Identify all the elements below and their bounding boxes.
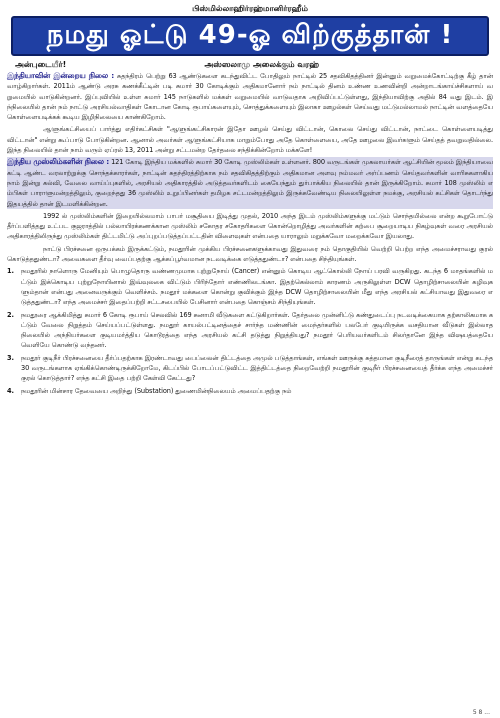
india-condition-heading: இந்தியாவின் இன்றைய நிலை : [7, 71, 115, 80]
muslim-condition-text: 121 கோடி இந்திய மக்களில் சுமார் 30 கோடி முஸ்லிம்கள் உள்ளனர். 800 வருடங்கள் முகலாயர்கள் ஆட்சியின் மூலம் இந்தியாவை கட்டி ஆண்ட வரலாற்றுக்கு சொந்தக்காரர்கள், நாட்டின் சுதந்திரத்திற்காக நம் சதவிகிதத்திற்கும் அதிகமான அளவு நம்மவர் அர்ப்பணம் செய்தவர்களின் வாரிசுகளாகிய நாம் இன்று கல்வி, வேலை வாய்ப்புகளில், அரசியல் அதிகாரத்தில் அடுத்தவர்களிடம் கையேந்தும் துர்பாக்கிய நிலையில் தான் இருக்கிறோம். சுமார் 108 முஸ்லிம் எம்பிகள் பாராளுமன்றத்திலும், குறைந்தது 36 முஸ்லிம் உறுப்பினர்கள் தமிழக சட்டமன்றத்திலும் இருக்கவேண்டிய நிலையிலுள்ள நமக்கு, அரசியல் கட்சிகள் தொடர்ந்து இதயத்தில் தான் இடமளிக்கின்றன. [7, 158, 493, 208]
babri-paragraph: 1992 ல் முஸ்லிம்களின் இறையில்லமாம் பாபர் மசூதியை இடித்து முதல், 2010 அந்த இடம் முஸ்லிம்களுக்கு மட்டும் சொந்தமில்லை என்ற கூறுபோட்டு தீர்ப்பளித்தது உட்பட குஜராத்தில் பல்லாயிரக்கணக்கான முஸ்லிம் சகோதர சகோதரிகளை கொன்றொழித்து அவர்களின் கற்பை சூறையாடிய நிகழ்வுகள் வரை அரசியல் அதிகாரத்திலிருந்து முஸ்லிம்கள் திட்டமிட்டு அப்புறப்படுத்தப்பட்டதின் விளைவுகள் என்பதை யாராலும் மறுக்கவோ மறைக்கவோ இயலாது. [7, 211, 493, 241]
india-condition-paragraph [7, 71, 493, 122]
banner-title: நமது ஓட்டு 49-ஓ விற்குத்தான் ! [11, 16, 489, 56]
bismillah-header: பிஸ்மில்லாஹிர்ரஹ்மானிர்ரஹீம் [192, 4, 308, 13]
list-item-text: நமதூரின் மின்சார தேவையை அறிந்து (Substation) துணைமின்நிலையம் அமைப்பதற்கு நம் [21, 386, 292, 395]
list-item-number: 1. [7, 267, 14, 276]
list-item-text: நமதூரை ஆக்கிமித்து சுமார் 6 கோடி ரூபாய் செலவில் 169 சுனாமி வீடுகளை கட்டுகிறார்கள். தேர்தலை முன்னிட்டு கண்துடைப்பு நடவடிக்கையாக தற்காலிகமாக கட்டும் வேலை நிறுத்தம் செய்யப்பட்டுள்ளது. நமதூர் காயல்பட்டினத்தைச் சார்ந்த மண்ணின் மைந்தர்களில் பலபேர் குடியிருக்க வசதியான வீடுகள் இல்லாத நிலையில் அந்நியர்களை குடியமர்த்திய கொடூரத்தை எந்த அரசியல் கட்சி தடுத்து நிறுத்தியது? நமதூர் பெரியவர்களிடம் சிலர்தானே இந்த விஷயத்தையே வெளியே கொண்டு வந்தனர். [21, 310, 493, 350]
list-item-text: நமதூர் குடிநீர் பிரச்சனையை தீர்ப்பதற்காக இரண்டாவது பைப்லைன் திட்டத்தை அமுல் படுத்தாங்கள், எங்கள் ஊருக்கு சுத்தமான குடிநீரைத் தாருங்கள் என்று கடந்த 30 வருடங்களாக ஏங்கிக்கொண்டிருக்கிறோமே, கிடப்பில் போடப்பட்டுவிட்ட இத்திட்டத்தை நிறைவேற்றி நமதூரின் குடிநீர் பிரச்சனையைத் தீர்க்க எந்த அமைச்சர் குரல் கொடுத்தார்? எந்த கட்சி இதை பற்றி கேள்வி கேட்டது? [21, 353, 493, 383]
muslim-condition-heading: இந்திய முஸ்லிம்களின் நிலை : [7, 157, 110, 167]
list-item [7, 310, 493, 351]
greeting-left: அன்புடையீர்! [15, 60, 67, 69]
india-condition-text: சுதந்திரம் பெற்று 63 ஆண்டுகளை கடந்துவிட்ட போதிலும் நாட்டில் 25 சதவிகிதத்தினர் இன்னும் வறுமைக்கோட்டிற்கு கீழ் தான் வாழ்கிறார்கள். 2011ம் ஆண்டு அரசு கணக்கீட்டின் படி சுமார் 30 கோடிக்கும் அதிகமானோர் நம் நாட்டில் தினம் உண்ண உணவின்றி அன்றாடங்காய்ச்சிகளாய் வறுமையில் வாடுகின்றனர். இப்புவியில் உள்ள சுமார் 145 நாடுகளில் மக்கள் வறுமையில் வாடுவதாக அறிவிப்பட்டுள்ளது, இந்தியாவிற்கு அதில் 84 வது இடம். இந்நிலையில் தான் நம் நாட்டு அரசியல்வாதிகள் கோடான கோடி ரூபாய்களையும், சொத்துக்களையும் இலாகா ஊழல்கள் செய்வது மட்டுமல்லாமல் நாட்டின் வளத்தையே கொள்ளையடிக்கக் கூடிய இழிநிலையை காண்கிறோம். [7, 72, 493, 122]
list-item [7, 266, 493, 307]
list-item [7, 386, 493, 396]
local-issues-paragraph: நாட்டு பிரச்சனை ஒருபக்கம் இருக்கட்டும், நமதூரின் முக்கிய பிரச்சனைகளுக்காவது இதுவரை நம் தொகுதியில் வெற்றி பெற்ற எந்த அமைச்சராவது குரல் கொடுத்ததுண்டா? அவைகளை தீர்வு வைப்பதற்கு ஆக்கப்பூர்வமான நடவடிக்கை எடுத்ததுண்டா? என்பதை சிந்தியுங்கள். [7, 244, 493, 264]
muslim-condition-paragraph [7, 157, 493, 208]
issues-list [7, 266, 493, 396]
list-item [7, 353, 493, 384]
list-item-number: 3. [7, 353, 14, 362]
greeting-right: அஸ்ஸலாமு அலைக்கும் வரஹ் [204, 60, 319, 69]
list-item-number: 4. [7, 386, 14, 395]
list-item-number: 2. [7, 310, 14, 319]
page-signature: 5 8 ... [472, 709, 490, 716]
greeting-line [15, 60, 469, 70]
ruling-party-paragraph: ஆளுங்கட்சியைப் பார்த்து எதிர்கட்சிகள் "ஆளுங்கட்சிகாரன் இதோ ஊழல் செய்து விட்டான், கொலை செய்து விட்டான், நாட்டை கொள்ளையடித்து விட்டான்" என்று கூப்பாடு போடுகின்றன. ஆனால் அவர்கள் ஆளுங்கட்சியாக மாறும்போது அதே கொள்ளையை, அதே ஊழலை இவர்களும் செய்தத் தவறுவதில்லை. இந்த நிலையில் தான் நாம் வரும் ஏப்ரல் 13, 2011 அன்று சட்டமன்ற தேர்தலை சந்திக்கின்றோம் மக்களே! [7, 125, 493, 155]
list-item-text: நமதூரில் நாளொரு மேனியும் பொழுதொரு வண்ணமுமாக புற்றுநோய் (Cancer) என்னும் கொடிய ஆட்கொல்லி நோய் பரவி வருகிறது. கடந்த 6 மாதங்களில் மட்டும் இக்கொடிய புற்றுநோயினால் இவ்வுலகை விட்டும் பிரிந்தோர் எண்ணிலடங்கா. இதற்கெல்லாம் காரணம் அருகிலுள்ள DCW தொழிற்சாலையின் கழிவுகளும்தான் என்பது அனைவருக்கும் வெளிச்சம். நமதூர் மக்களை கொன்று குவிக்கும் இந்த DCW தொழிற்சாலையின் மீது எந்த அரசியல் கட்சியாவது இதுவரை எடுத்ததுண்டா? எந்த அமைச்சர் இதைப்பற்றி சட்டசபையில் பேசினார் என்பதை கொஞ்சம் சிந்தியுங்கள். [21, 267, 493, 307]
